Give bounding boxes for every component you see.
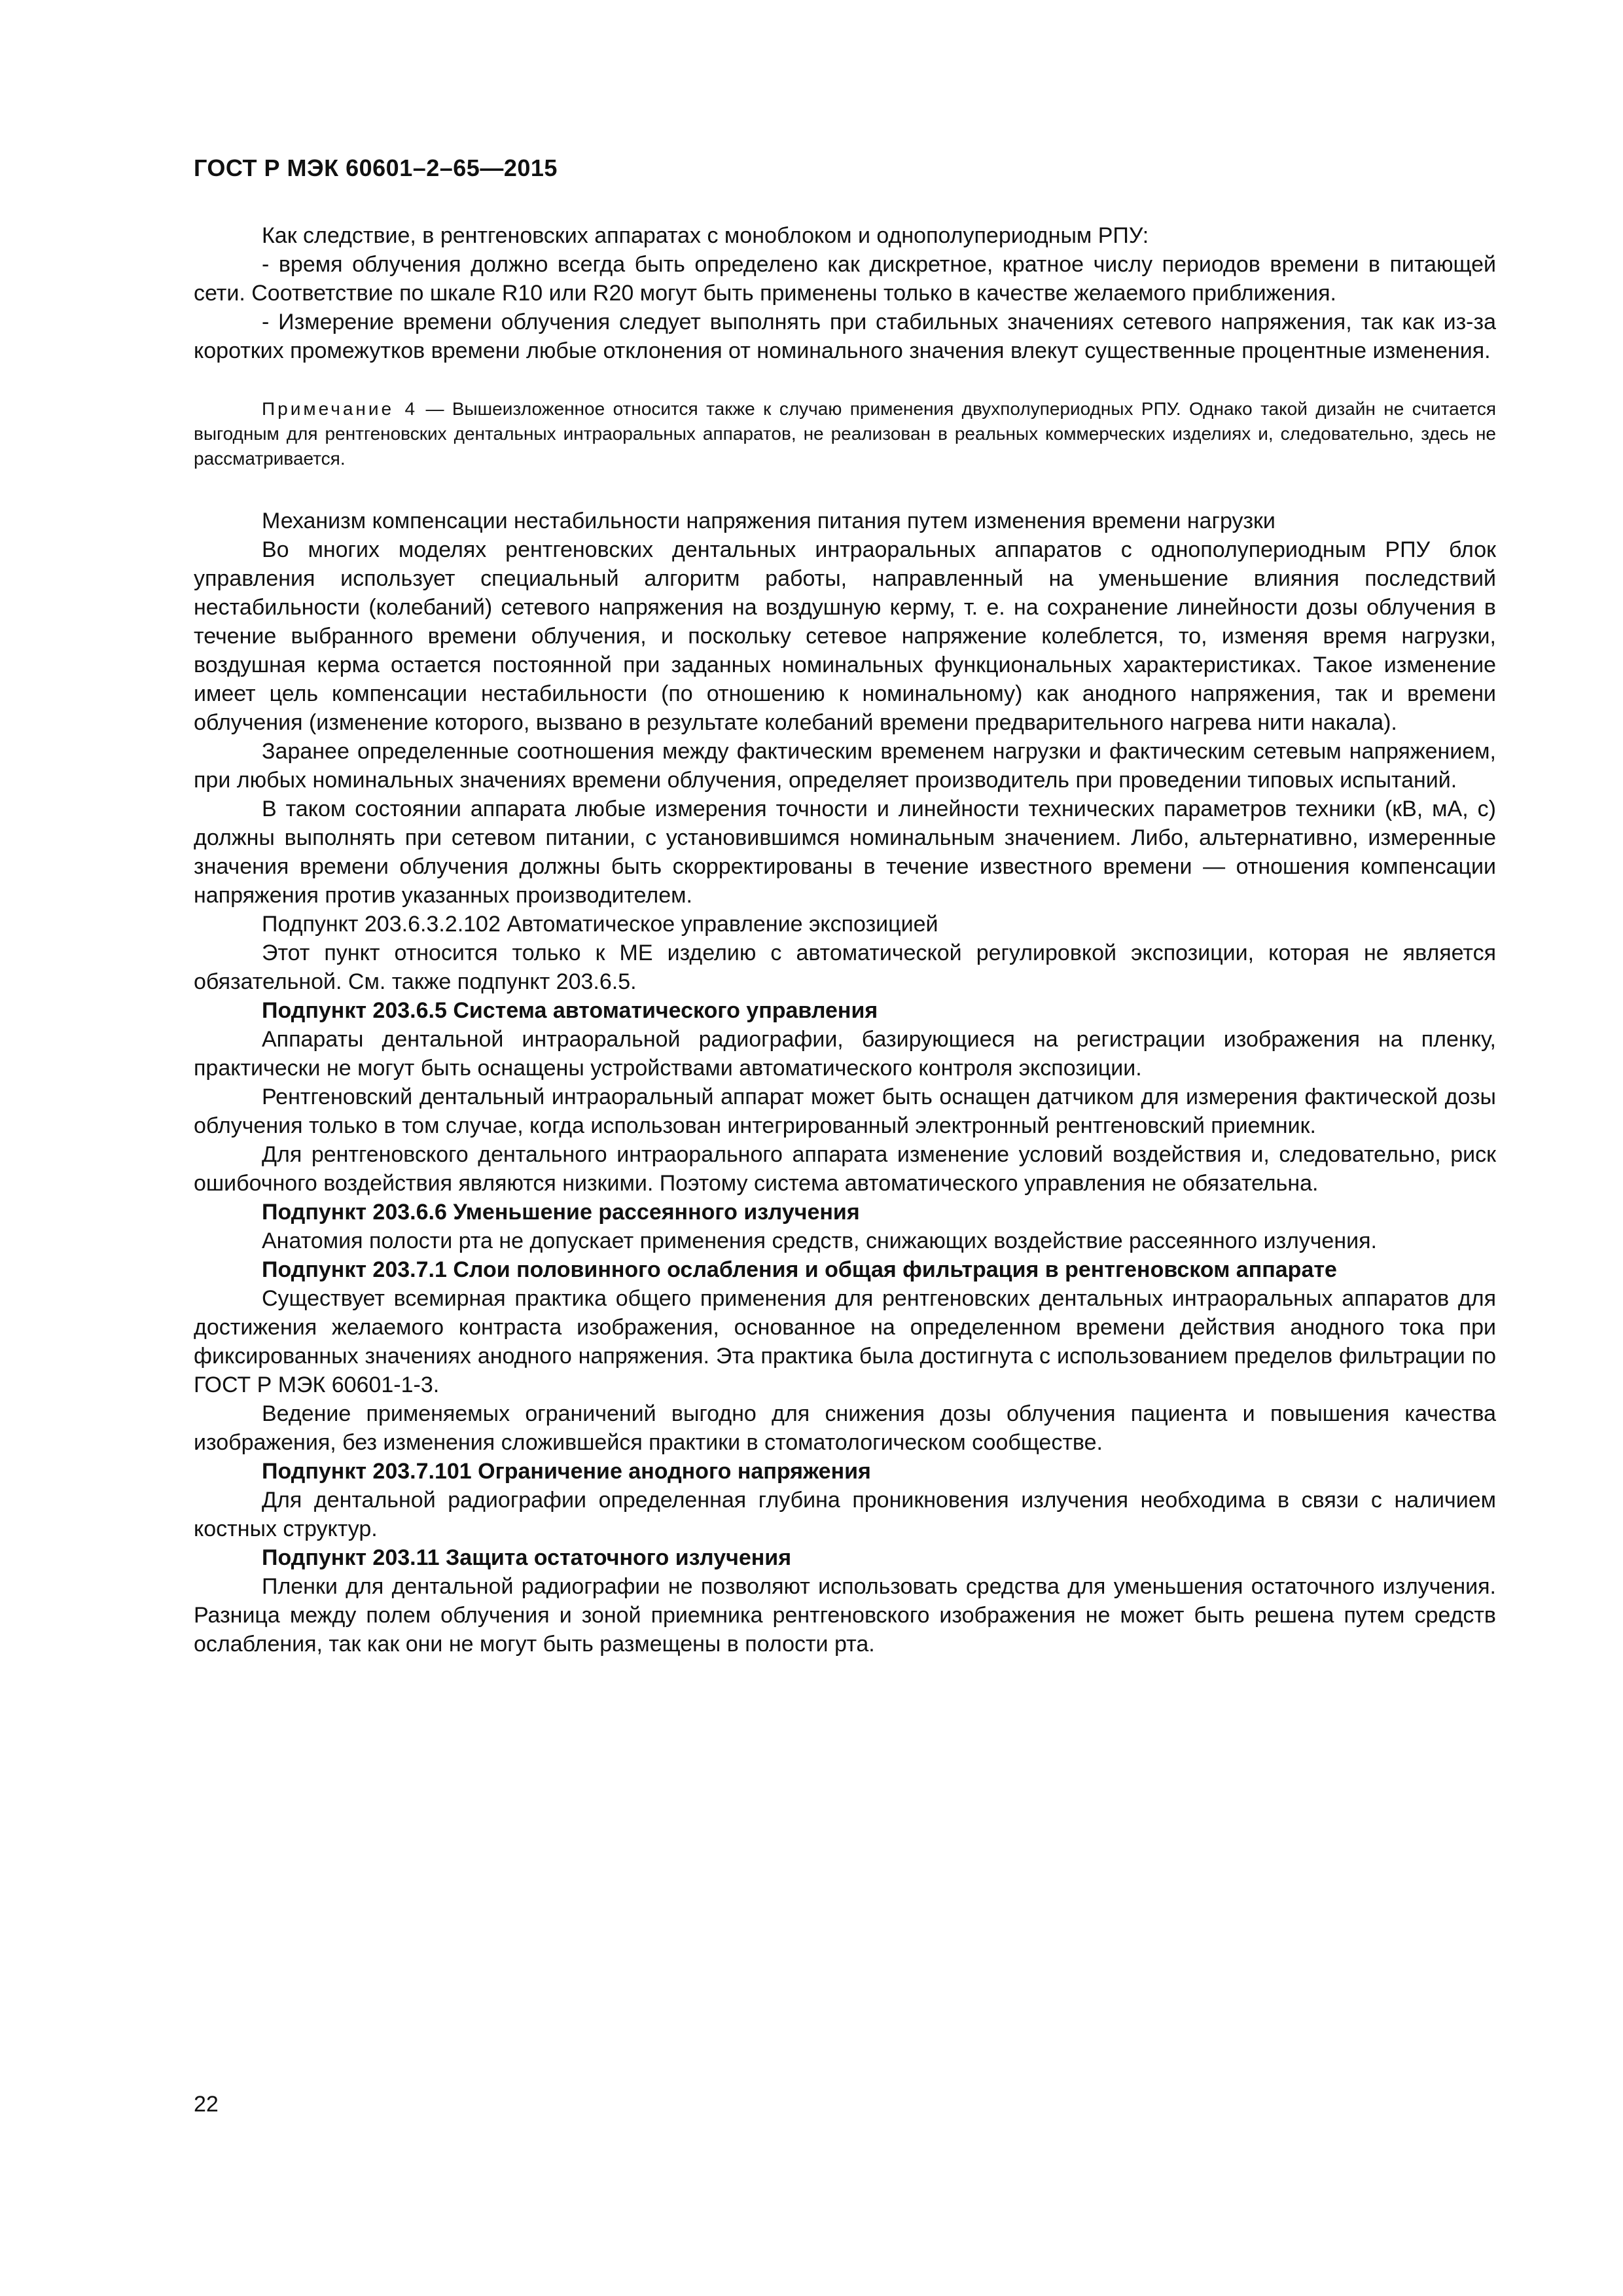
paragraph-predefined-ratios: Заранее определенные соотношения между фактическим временем нагрузки и фактическим сетевым напряжением, при любых номинальных значениях времени облучения, определяет производитель при проведении типовых испытаний. [194, 739, 1496, 793]
paragraph-limitations-benefit: Ведение применяемых ограничений выгодно для снижения дозы облучения пациента и повышения качества изображения, без изменения сложившейся практики в стоматологическом сообществе. [194, 1401, 1496, 1455]
note-4 [194, 397, 1496, 471]
paragraph-subclause-203-6-3-2-102: Подпункт 203.6.3.2.102 Автоматическое управление экспозицией [262, 912, 938, 937]
paragraph-exposure-time-discrete: - время облучения должно всегда быть определено как дискретное, кратное числу периодов времени в питающей сети. Соответствие по шкале R10 или R20 могут быть применены только в качестве желаемого приближения. [194, 252, 1496, 306]
heading-subclause-203-6-6: Подпункт 203.6.6 Уменьшение рассеянного излучения [262, 1200, 860, 1225]
page-number: 22 [194, 2092, 219, 2117]
heading-subclause-203-7-101: Подпункт 203.7.101 Ограничение анодного напряжения [262, 1459, 871, 1484]
paragraph-exposure-conditions: Для рентгеновского дентального интраорального аппарата изменение условий воздействия и, следовательно, риск ошибочного воздействия являются низкими. Поэтому система автоматического управления не обязательна. [194, 1142, 1496, 1196]
paragraph-compensation-mechanism: Механизм компенсации нестабильности напряжения питания путем изменения времени нагрузки [262, 509, 1275, 533]
paragraph-accuracy-measurements: В таком состоянии аппарата любые измерения точности и линейности технических параметров техники (кВ, мА, с) должны выполнять при сетевом питании, с установившимся номинальным значением. Либо, альтернативно, измеренные значения времени облучения должны быть скорректированы в течение известного времени — отношения компенсации напряжения против указанных производителем. [194, 797, 1496, 908]
note-label: Примечание 4 [262, 399, 418, 419]
paragraph-dose-sensor: Рентгеновский дентальный интраоральный аппарат может быть оснащен датчиком для измерения фактической дозы облучения только в том случае, когда использован интегрированный электронный рентгеновский приемник. [194, 1085, 1496, 1138]
heading-subclause-203-11: Подпункт 203.11 Защита остаточного излучения [262, 1545, 792, 1570]
paragraph-film-radiography: Аппараты дентальной интраоральной радиографии, базирующиеся на регистрации изображения на пленку, практически не могут быть оснащены устройствами автоматического контроля экспозиции. [194, 1027, 1496, 1081]
paragraph-oral-anatomy: Анатомия полости рта не допускает применения средств, снижающих воздействие рассеянного излучения. [262, 1229, 1377, 1253]
paragraph-worldwide-practice: Существует всемирная практика общего применения для рентгеновских дентальных интраоральных аппаратов для достижения желаемого контраста изображения, основанное на определенном времени действия анодного тока при фиксированных значениях анодного напряжения. Эта практика была достигнута с использованием пределов фильтрации по ГОСТ Р МЭК 60601-1-3. [194, 1286, 1496, 1397]
paragraph-exposure-time-measurement: - Измерение времени облучения следует выполнять при стабильных значениях сетевого напряжения, так как из-за коротких промежутков времени любые отклонения от номинального значения влекут существенные процентные изменения. [194, 310, 1496, 363]
paragraph-penetration-depth: Для дентальной радиографии определенная глубина проникновения излучения необходима в связи с наличием костных структур. [194, 1488, 1496, 1541]
note-text: — Вышеизложенное относится также к случаю применения двухполупериодных РПУ. Однако такой дизайн не считается выгодным для рентгеновских дентальных интраоральных аппаратов, не реализован в реальных коммерческих изделиях и, следовательно, здесь не рассматривается. [194, 399, 1497, 469]
paragraph-control-algorithm: Во многих моделях рентгеновских дентальных интраоральных аппаратов с однополупериодным РПУ блок управления использует специальный алгоритм работы, направленный на уменьшение влияния последствий нестабильности (колебаний) сетевого напряжения на воздушную керму, т. е. на сохранение линейности дозы облучения в течение выбранного времени облучения, и поскольку сетевое напряжение колеблется, то, изменяя время нагрузки, воздушная керма остается постоянной при заданных номинальных функциональных характеристиках. Такое изменение имеет цель компенсации нестабильности (по отношению к номинальному) как анодного напряжения, так и времени облучения (изменение которого, вызвано в результате колебаний времени предварительного нагрева нити накала). [194, 537, 1496, 735]
paragraph-residual-radiation: Пленки для дентальной радиографии не позволяют использовать средства для уменьшения остаточного излучения. Разница между полем облучения и зоной приемника рентгеновского изображения не может быть решена путем средств ослабления, так как они не могут быть размещены в полости рта. [194, 1574, 1496, 1657]
document-body [194, 221, 1496, 1659]
document-header: ГОСТ Р МЭК 60601–2–65—2015 [194, 154, 558, 181]
paragraph-aec-scope: Этот пункт относится только к МЕ изделию с автоматической регулировкой экспозиции, которая не является обязательной. См. также подпункт 203.6.5. [194, 941, 1496, 994]
paragraph-consequence-intro: Как следствие, в рентгеновских аппаратах с моноблоком и однополупериодным РПУ: [262, 223, 1149, 248]
heading-subclause-203-7-1: Подпункт 203.7.1 Слои половинного ослабления и общая фильтрация в рентгеновском аппарате [262, 1257, 1337, 1282]
heading-subclause-203-6-5: Подпункт 203.6.5 Система автоматического управления [262, 998, 878, 1023]
